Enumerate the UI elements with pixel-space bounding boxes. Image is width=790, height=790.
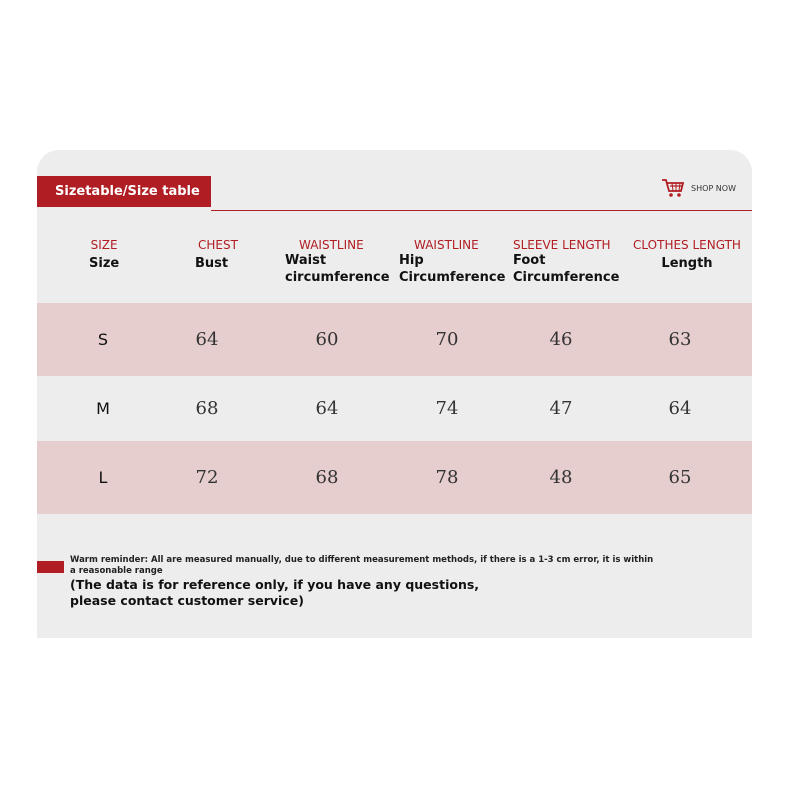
size-cell: S: [97, 330, 109, 349]
column-header-label: Waist circumference: [285, 253, 390, 285]
waist-cell: 68: [315, 467, 339, 488]
column-header-label: Size: [89, 256, 120, 271]
shop-now-label: SHOP NOW: [691, 183, 736, 193]
reminder-note-line: please contact customer service): [70, 593, 304, 608]
length-cell: 63: [668, 329, 692, 350]
reminder-note: [70, 577, 490, 609]
column-header-en: WAISTLINE: [299, 238, 364, 252]
hip-cell: 74: [435, 398, 459, 419]
size-cell: M: [96, 399, 110, 418]
title-divider: [211, 210, 752, 211]
column-header-waist: [285, 238, 389, 286]
column-header-hip: [399, 238, 506, 286]
waist-cell: 64: [315, 398, 339, 419]
column-header-label: Hip Circumference: [399, 253, 506, 285]
column-header-label: Foot Circumference: [513, 253, 620, 285]
table-row: [37, 376, 752, 441]
column-header-en: WAISTLINE: [414, 238, 479, 252]
waist-cell: 60: [315, 329, 339, 350]
foot-cell: 48: [549, 467, 573, 488]
column-header-en: CLOTHES LENGTH: [633, 238, 741, 252]
length-cell: 64: [668, 398, 692, 419]
size-table-card: [37, 150, 752, 638]
shop-now-link[interactable]: [661, 178, 736, 198]
hip-cell: 78: [435, 467, 459, 488]
column-header-length: [623, 238, 751, 272]
column-header-en: SIZE: [90, 238, 118, 252]
foot-cell: 46: [549, 329, 573, 350]
reminder-marker: [37, 561, 64, 573]
column-header-label: Length: [661, 256, 713, 271]
length-cell: 65: [668, 467, 692, 488]
size-cell: L: [98, 468, 108, 487]
hip-cell: 70: [435, 329, 459, 350]
column-header-chest: [195, 238, 238, 272]
table-row: [37, 303, 752, 376]
reminder-note-line: (The data is for reference only, if you have any questions,: [70, 577, 480, 592]
foot-cell: 47: [549, 398, 573, 419]
bust-cell: 72: [195, 467, 219, 488]
column-header-en: CHEST: [198, 238, 238, 252]
bust-cell: 64: [195, 329, 219, 350]
column-header-sleeve: [513, 238, 620, 286]
size-table-title: Sizetable/Size table: [37, 176, 211, 207]
reminder-small-text: Warm reminder: All are measured manually, due to different measurement methods, if there is a 1-3 cm error, it is within a reasonable range: [70, 555, 654, 576]
shopping-cart-icon: [661, 178, 685, 198]
column-header-en: SLEEVE LENGTH: [513, 238, 611, 252]
column-header-size: [89, 238, 119, 272]
table-row: [37, 441, 752, 514]
bust-cell: 68: [195, 398, 219, 419]
column-header-label: Bust: [195, 256, 229, 271]
